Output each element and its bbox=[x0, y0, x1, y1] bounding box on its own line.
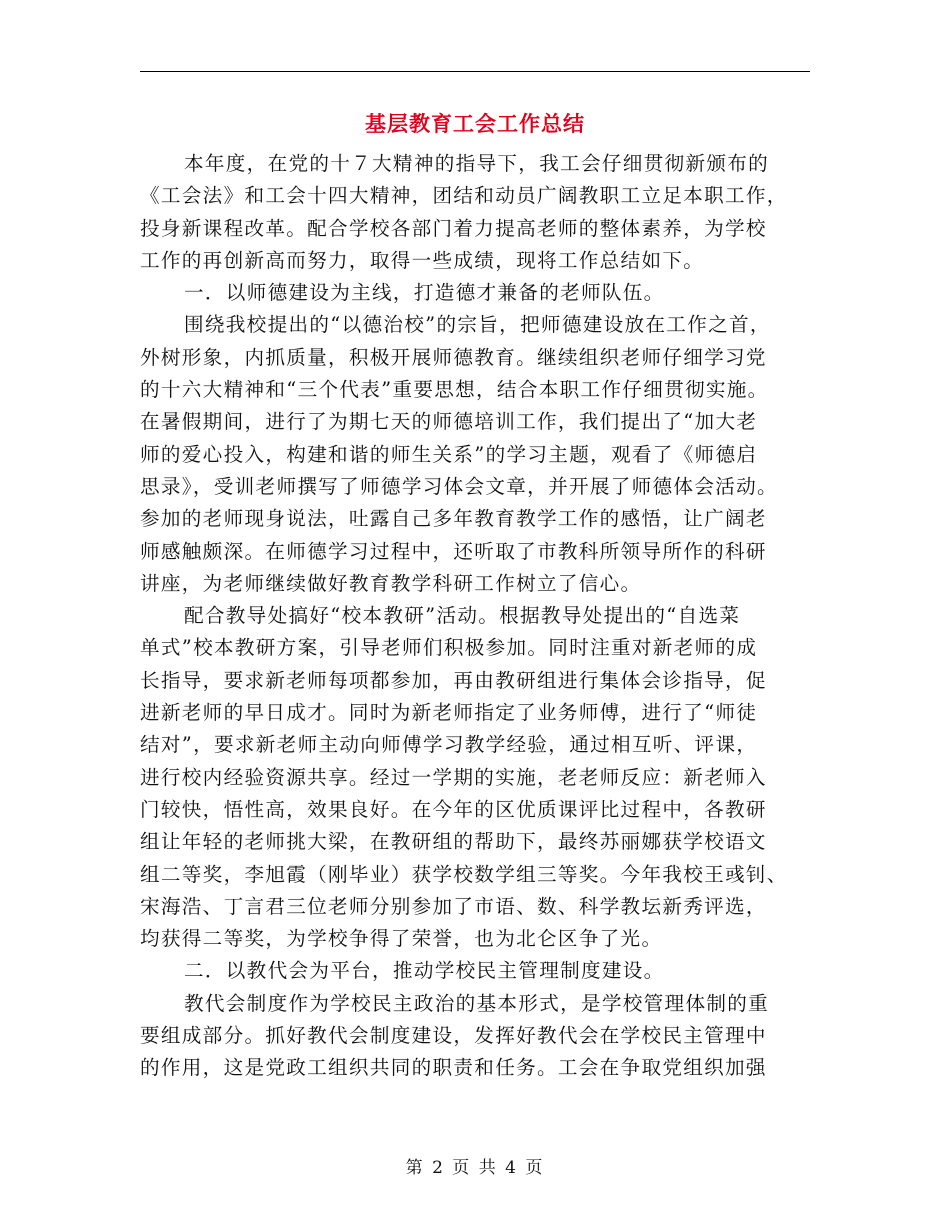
text-line: 《工会法》和工会十四大精神，团结和动员广阔教职工立足本职工作， bbox=[140, 184, 788, 208]
text-line: 二．以教代会为平台，推动学校民主管理制度建设。 bbox=[184, 959, 665, 983]
text-line: 工作的再创新高而努力，取得一些成绩，现将工作总结如下。 bbox=[140, 248, 705, 272]
text-line: 外树形象，内抓质量，积极开展师德教育。继续组织老师仔细学习党 bbox=[140, 345, 767, 369]
text-line: 教代会制度作为学校民主政治的基本形式，是学校管理体制的重 bbox=[184, 991, 770, 1015]
text-line: 宋海浩、丁言君三位老师分别参加了市语、数、科学教坛新秀评选， bbox=[140, 894, 767, 918]
text-line: 思录》，受训老师撰写了师德学习体会文章，并开展了师德体会活动。 bbox=[140, 474, 778, 498]
text-line: 进新老师的早日成才。同时为新老师指定了业务师傅，进行了“师徒 bbox=[140, 701, 758, 725]
text-line: 讲座，为老师继续做好教育教学科研工作树立了信心。 bbox=[140, 571, 642, 595]
document-title: 基层教育工会工作总结 bbox=[365, 111, 585, 136]
text-line: 均获得二等奖，为学校争得了荣誉，也为北仑区争了光。 bbox=[140, 927, 663, 951]
text-line: 门较快，悟性高，效果良好。在今年的区优质课评比过程中，各教研 bbox=[140, 797, 767, 821]
text-line: 结对”，要求新老师主动向师傅学习教学经验，通过相互听、评课， bbox=[140, 733, 758, 757]
text-line: 组让年轻的老师挑大梁，在教研组的帮助下，最终苏丽娜获学校语文 bbox=[140, 830, 767, 854]
text-line: 配合教导处搞好“校本教研”活动。根据教导处提出的“自选菜 bbox=[184, 604, 741, 628]
document-body bbox=[140, 148, 810, 1085]
text-line: 围绕我校提出的“以德治校”的宗旨，把师德建设放在工作之首， bbox=[184, 313, 771, 337]
text-line: 组二等奖，李旭霞（刚毕业）获学校数学组三等奖。今年我校王彧钊、 bbox=[140, 862, 788, 886]
text-line: 进行校内经验资源共享。经过一学期的实施，老老师反应：新老师入 bbox=[140, 765, 767, 789]
text-line: 长指导，要求新老师每项都参加，再由教研组进行集体会诊指导，促 bbox=[140, 668, 767, 692]
text-line: 要组成部分。抓好教代会制度建设，发挥好教代会在学校民主管理中 bbox=[140, 1024, 767, 1048]
header-rule bbox=[140, 71, 810, 72]
text-line: 的作用，这是党政工组织共同的职责和任务。工会在争取党组织加强 bbox=[140, 1056, 767, 1080]
text-line: 的十六大精神和“三个代表”重要思想，结合本职工作仔细贯彻实施。 bbox=[140, 378, 769, 402]
text-line: 师的爱心投入，构建和谐的师生关系”的学习主题，观看了《师德启 bbox=[140, 442, 758, 466]
page-footer: 第 2 页 共 4 页 bbox=[405, 1158, 545, 1178]
text-line: 在暑假期间，进行了为期七天的师德培训工作，我们提出了“加大老 bbox=[140, 410, 758, 434]
text-line: 本年度，在党的十７大精神的指导下，我工会仔细贯彻新颁布的 bbox=[184, 152, 770, 175]
text-line: 一．以师德建设为主线，打造德才兼备的老师队伍。 bbox=[184, 281, 665, 305]
text-line: 投身新课程改革。配合学校各部门着力提高老师的整体素养，为学校 bbox=[140, 216, 767, 240]
text-line: 师感触颇深。在师德学习过程中，还听取了市教科所领导所作的科研 bbox=[140, 539, 767, 563]
text-line: 单式”校本教研方案，引导老师们积极参加。同时注重对新老师的成 bbox=[140, 636, 758, 660]
text-line: 参加的老师现身说法，吐露自己多年教育教学工作的感悟，让广阔老 bbox=[140, 507, 767, 531]
